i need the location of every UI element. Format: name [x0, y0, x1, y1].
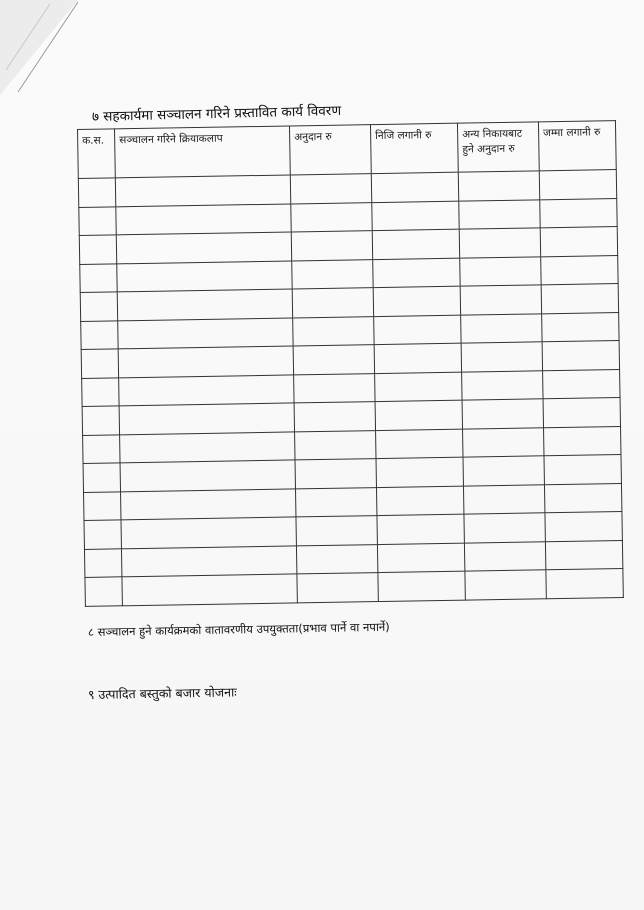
table-cell[interactable]	[378, 571, 465, 601]
table-cell[interactable]	[544, 455, 621, 485]
table-body	[78, 170, 623, 606]
table-cell[interactable]	[120, 431, 295, 462]
section-9-heading: ९ उत्पादित बस्तुको बजार योजनाः	[87, 684, 237, 702]
table-cell[interactable]	[374, 343, 461, 373]
activity-table-container	[77, 120, 623, 606]
table-cell[interactable]	[462, 370, 543, 400]
table-cell[interactable]	[83, 434, 120, 463]
table-cell[interactable]	[295, 487, 376, 517]
table-cell[interactable]	[544, 483, 621, 513]
table-cell[interactable]	[373, 258, 460, 288]
table-cell[interactable]	[78, 178, 115, 207]
table-cell[interactable]	[543, 369, 620, 399]
table-cell[interactable]	[459, 199, 540, 229]
table-cell[interactable]	[80, 263, 117, 292]
table-cell[interactable]	[464, 513, 545, 543]
page-corner-fold	[0, 0, 90, 110]
table-cell[interactable]	[84, 520, 121, 549]
table-cell[interactable]	[291, 231, 372, 261]
table-cell[interactable]	[540, 198, 617, 228]
table-cell[interactable]	[545, 512, 622, 542]
table-cell[interactable]	[290, 174, 371, 204]
table-cell[interactable]	[79, 235, 116, 264]
column-header-activity: सञ्चालन गरिने क्रियाकलाप	[115, 126, 291, 178]
table-cell[interactable]	[118, 346, 293, 377]
column-header-serial-no: क.स.	[78, 129, 116, 179]
table-cell[interactable]	[372, 201, 459, 231]
table-cell[interactable]	[293, 345, 374, 375]
table-cell[interactable]	[122, 574, 297, 605]
table-cell[interactable]	[116, 203, 291, 234]
table-cell[interactable]	[121, 517, 296, 548]
table-cell[interactable]	[546, 569, 623, 599]
table-cell[interactable]	[81, 320, 118, 349]
table-cell[interactable]	[543, 398, 620, 428]
table-cell[interactable]	[292, 288, 373, 318]
table-cell[interactable]	[541, 255, 618, 285]
table-cell[interactable]	[375, 372, 462, 402]
table-cell[interactable]	[374, 315, 461, 345]
table-cell[interactable]	[375, 400, 462, 430]
table-cell[interactable]	[544, 426, 621, 456]
section-8-heading: ८ सञ्चालन हुने कार्यक्रमको वातावरणीय उपयुक्तता(प्रभाव पार्ने वा नपार्ने)	[87, 619, 390, 639]
table-cell[interactable]	[85, 577, 122, 606]
activity-table	[77, 120, 624, 606]
table-cell[interactable]	[296, 544, 377, 574]
table-cell[interactable]	[461, 342, 542, 372]
table-cell[interactable]	[119, 374, 294, 405]
table-cell[interactable]	[292, 259, 373, 289]
table-cell[interactable]	[291, 202, 372, 232]
table-cell[interactable]	[294, 402, 375, 432]
table-cell[interactable]	[460, 285, 541, 315]
table-cell[interactable]	[372, 229, 459, 259]
table-cell[interactable]	[115, 175, 290, 206]
table-cell[interactable]	[545, 540, 622, 570]
table-cell[interactable]	[376, 486, 463, 516]
table-cell[interactable]	[295, 459, 376, 489]
table-cell[interactable]	[541, 284, 618, 314]
table-cell[interactable]	[463, 427, 544, 457]
table-cell[interactable]	[294, 373, 375, 403]
table-cell[interactable]	[79, 206, 116, 235]
table-cell[interactable]	[376, 457, 463, 487]
table-cell[interactable]	[377, 514, 464, 544]
column-header-private-investment: निजि लगानी रु	[370, 123, 458, 173]
table-cell[interactable]	[120, 460, 295, 491]
table-cell[interactable]	[81, 349, 118, 378]
table-cell[interactable]	[463, 484, 544, 514]
table-cell[interactable]	[461, 313, 542, 343]
table-cell[interactable]	[376, 429, 463, 459]
column-header-total-investment: जम्मा लगानी रु	[538, 121, 616, 171]
table-cell[interactable]	[80, 292, 117, 321]
table-cell[interactable]	[116, 232, 291, 263]
table-cell[interactable]	[373, 286, 460, 316]
table-cell[interactable]	[121, 545, 296, 576]
table-cell[interactable]	[540, 227, 617, 257]
table-cell[interactable]	[296, 516, 377, 546]
table-cell[interactable]	[295, 430, 376, 460]
table-cell[interactable]	[542, 341, 619, 371]
table-cell[interactable]	[117, 260, 292, 291]
table-cell[interactable]	[297, 573, 378, 603]
table-cell[interactable]	[371, 172, 458, 202]
table-cell[interactable]	[459, 228, 540, 258]
column-header-other-agency-grant: अन्य निकायबाट हुने अनुदान रु	[457, 122, 539, 172]
table-cell[interactable]	[463, 456, 544, 486]
column-header-grant: अनुदान रु	[289, 125, 371, 175]
table-cell[interactable]	[465, 570, 546, 600]
table-cell[interactable]	[118, 317, 293, 348]
table-cell[interactable]	[293, 316, 374, 346]
table-cell[interactable]	[377, 543, 464, 573]
table-cell[interactable]	[82, 406, 119, 435]
table-cell[interactable]	[462, 399, 543, 429]
table-cell[interactable]	[84, 491, 121, 520]
table-header-row	[78, 121, 617, 179]
table-cell[interactable]	[542, 312, 619, 342]
table-cell[interactable]	[83, 463, 120, 492]
table-cell[interactable]	[84, 548, 121, 577]
table-cell[interactable]	[82, 377, 119, 406]
table-cell[interactable]	[117, 289, 292, 320]
table-cell[interactable]	[119, 403, 294, 434]
table-cell[interactable]	[464, 541, 545, 571]
table-cell[interactable]	[539, 170, 616, 200]
table-cell[interactable]	[460, 256, 541, 286]
table-cell[interactable]	[458, 171, 539, 201]
section-7-heading: ७ सहकार्यमा सञ्चालन गरिने प्रस्तावित कार्य विवरण	[91, 102, 342, 125]
table-cell[interactable]	[121, 488, 296, 519]
